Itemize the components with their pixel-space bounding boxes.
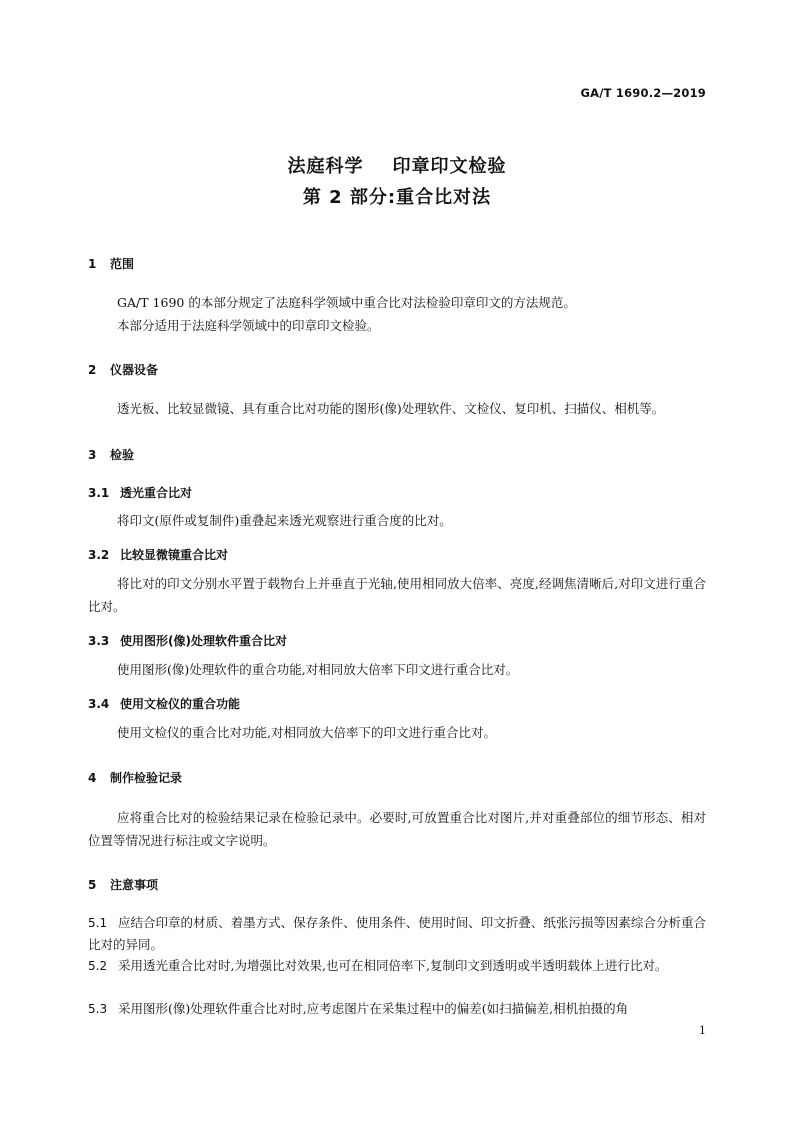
note-item-5-2 (88, 955, 706, 977)
section-number: 4 (88, 771, 97, 785)
subsection-heading-3-2 (88, 546, 228, 563)
section-number: 3 (88, 448, 97, 462)
section-heading-record (88, 769, 182, 786)
item-number: 5.3 (88, 1002, 108, 1016)
subsection-title: 比较显微镜重合比对 (120, 548, 229, 562)
item-text: 应结合印章的材质、着墨方式、保存条件、使用条件、使用时间、印文折叠、纸张污损等因素综合分析重合比对的异同。 (88, 915, 706, 952)
document-subtitle: 第 2 部分:重合比对法 (302, 187, 492, 208)
equipment-paragraph: 透光板、比较显微镜、具有重合比对功能的图形(像)处理软件、文检仪、复印机、扫描仪、相机等。 (117, 401, 665, 416)
subsection-number: 3.1 (88, 486, 110, 500)
note-item-5-3 (88, 998, 706, 1020)
paragraph-3-2: 将比对的印文分别水平置于载物台上并垂直于光轴,使用相同放大倍率、亮度,经调焦清晰后,对印文进行重合比对。 (88, 576, 706, 614)
record-paragraph: 应将重合比对的检验结果记录在检验记录中。必要时,可放置重合比对图片,并对重叠部位的细节形态、相对位置等情况进行标注或文字说明。 (88, 810, 706, 848)
paragraph-3-3: 使用图形(像)处理软件的重合功能,对相同放大倍率下印文进行重合比对。 (117, 662, 519, 677)
section-heading-examination (88, 446, 134, 463)
subsection-number: 3.2 (88, 548, 110, 562)
section-title: 注意事项 (110, 878, 159, 892)
section-number: 2 (88, 363, 97, 377)
scope-paragraph-2: 本部分适用于法庭科学领域中的印章印文检验。 (117, 318, 380, 333)
section-heading-notes (88, 876, 158, 893)
subsection-heading-3-3 (88, 632, 287, 649)
subsection-heading-3-1 (88, 484, 192, 501)
section-title: 制作检验记录 (110, 771, 183, 785)
section-heading-scope (88, 255, 134, 272)
subsection-title: 使用文检仪的重合功能 (120, 697, 241, 711)
paragraph-3-4: 使用文检仪的重合比对功能,对相同放大倍率下的印文进行重合比对。 (117, 725, 496, 740)
item-text: 采用透光重合比对时,为增强比对效果,也可在相同倍率下,复制印文到透明或半透明载体上进行比对。 (118, 958, 668, 973)
document-title: 法庭科学 印章印文检验 (287, 156, 507, 177)
section-title: 仪器设备 (110, 363, 159, 377)
item-text: 采用图形(像)处理软件重合比对时,应考虑图片在采集过程中的偏差(如扫描偏差,相机拍摄的角 (118, 1001, 629, 1016)
section-heading-equipment (88, 361, 158, 378)
page-number: 1 (699, 1024, 706, 1037)
subsection-title: 透光重合比对 (120, 486, 193, 500)
subsection-number: 3.4 (88, 697, 110, 711)
section-title: 范围 (110, 257, 135, 271)
item-number: 5.1 (88, 916, 108, 930)
note-item-5-1 (88, 912, 706, 955)
subsection-number: 3.3 (88, 634, 110, 648)
section-number: 5 (88, 878, 97, 892)
scope-paragraph-1: GA/T 1690 的本部分规定了法庭科学领域中重合比对法检验印章印文的方法规范。 (117, 295, 576, 310)
paragraph-3-1: 将印文(原件或复制件)重叠起来透光观察进行重合度的比对。 (117, 513, 452, 528)
item-number: 5.2 (88, 959, 108, 973)
section-title: 检验 (110, 448, 135, 462)
standard-number: GA/T 1690.2—2019 (580, 86, 706, 100)
section-number: 1 (88, 257, 97, 271)
subsection-heading-3-4 (88, 695, 240, 712)
subsection-title: 使用图形(像)处理软件重合比对 (120, 634, 287, 648)
